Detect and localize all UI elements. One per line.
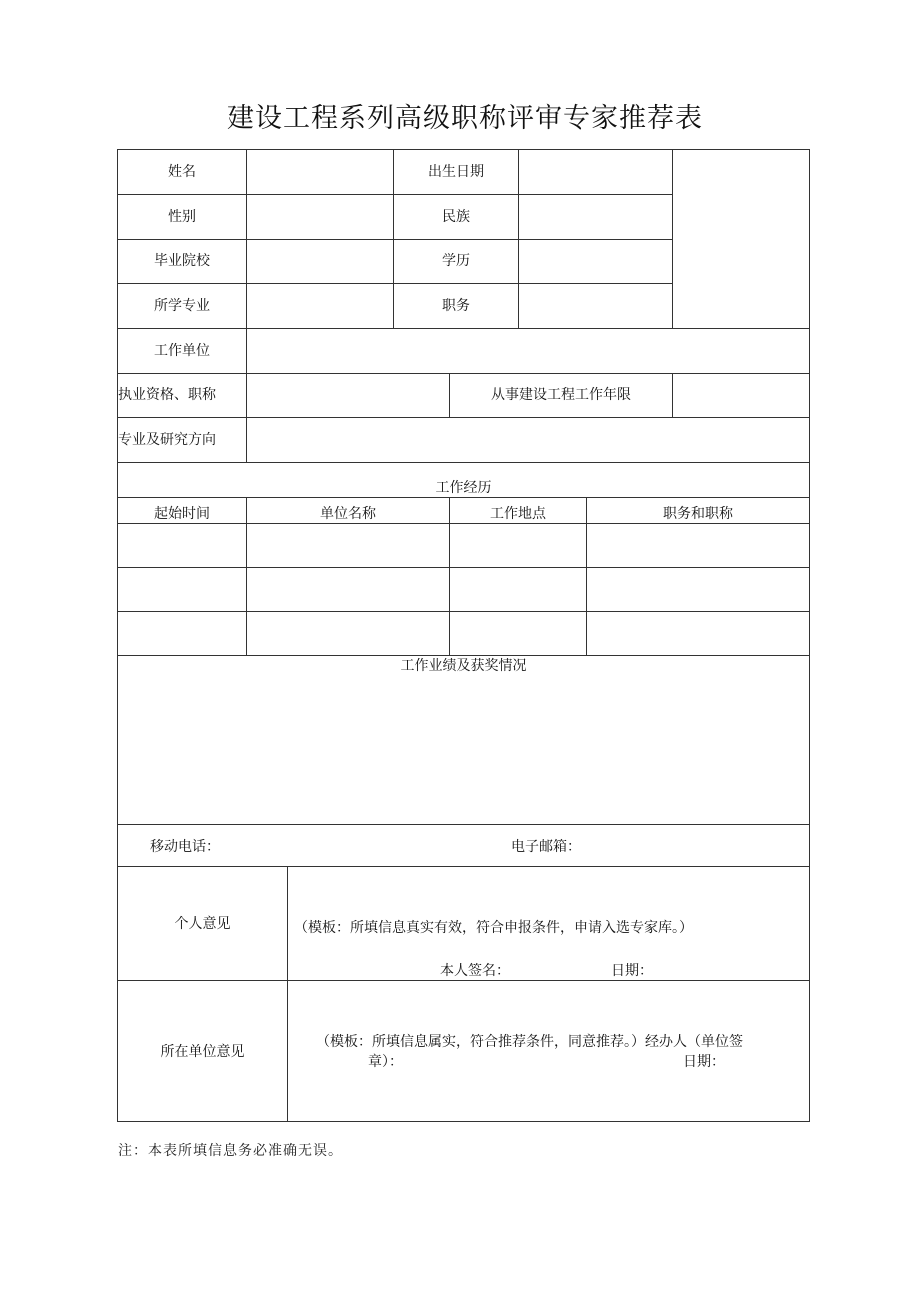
row-divider — [117, 980, 810, 981]
employer-field[interactable] — [247, 329, 809, 373]
personal-template-text: （模板：所填信息真实有效，符合申报条件，申请入选专家库。） — [294, 920, 693, 936]
name-label: 姓名 — [168, 164, 196, 180]
research-label: 专业及研究方向 — [118, 432, 216, 448]
col-header-start-time: 起始时间 — [154, 506, 210, 522]
work-years-field[interactable] — [673, 374, 809, 417]
unit-date-label: 日期： — [683, 1054, 725, 1070]
position-field[interactable] — [519, 284, 672, 328]
ethnicity-label: 民族 — [442, 209, 470, 225]
table-border-bottom — [117, 1121, 810, 1122]
email-label: 电子邮箱： — [511, 839, 581, 855]
qualification-label: 执业资格、职称 — [118, 387, 216, 403]
education-label: 学历 — [442, 253, 470, 269]
col-header-title: 职务和职称 — [663, 506, 733, 522]
qualification-field[interactable] — [247, 374, 449, 417]
col-divider — [287, 866, 288, 1121]
achievements-field[interactable] — [118, 678, 809, 824]
achievements-title: 工作业绩及获奖情况 — [400, 658, 527, 674]
row-divider — [117, 462, 810, 463]
ethnicity-field[interactable] — [519, 195, 672, 239]
birth-date-field[interactable] — [519, 150, 672, 194]
row-divider — [117, 866, 810, 867]
footnote: 注：本表所填信息务必准确无误。 — [118, 1143, 343, 1159]
major-field[interactable] — [247, 284, 393, 328]
education-field[interactable] — [519, 240, 672, 283]
col-header-location: 工作地点 — [490, 506, 546, 522]
unit-template-line1: （模板：所填信息属实，符合推荐条件，同意推荐。）经办人（单位签 — [316, 1034, 743, 1050]
phone-label: 移动电话： — [150, 839, 220, 855]
employer-label: 工作单位 — [154, 343, 210, 359]
gender-field[interactable] — [247, 195, 393, 239]
row-divider — [117, 497, 810, 498]
work-years-label: 从事建设工程工作年限 — [491, 387, 631, 403]
work-history-row[interactable] — [118, 612, 809, 655]
work-history-title: 工作经历 — [435, 480, 492, 496]
row-divider — [117, 824, 810, 825]
personal-opinion-label: 个人意见 — [174, 916, 231, 932]
page-title: 建设工程系列高级职称评审专家推荐表 — [227, 103, 703, 134]
school-label: 毕业院校 — [154, 253, 210, 269]
research-field[interactable] — [247, 418, 809, 462]
unit-opinion-label: 所在单位意见 — [160, 1044, 245, 1060]
work-history-row[interactable] — [118, 524, 809, 567]
photo-cell[interactable] — [673, 150, 809, 328]
table-border-right — [809, 149, 810, 1122]
name-field[interactable] — [247, 150, 393, 194]
personal-date-label: 日期： — [611, 963, 653, 979]
col-header-unit-name: 单位名称 — [320, 506, 376, 522]
unit-template-line2: 章）： — [368, 1054, 403, 1070]
school-field[interactable] — [247, 240, 393, 283]
gender-label: 性别 — [168, 209, 196, 225]
major-label: 所学专业 — [154, 298, 210, 314]
work-history-row[interactable] — [118, 568, 809, 611]
birth-date-label: 出生日期 — [428, 164, 484, 180]
row-divider — [117, 655, 810, 656]
position-label: 职务 — [442, 298, 470, 314]
signature-label: 本人签名： — [440, 963, 510, 979]
